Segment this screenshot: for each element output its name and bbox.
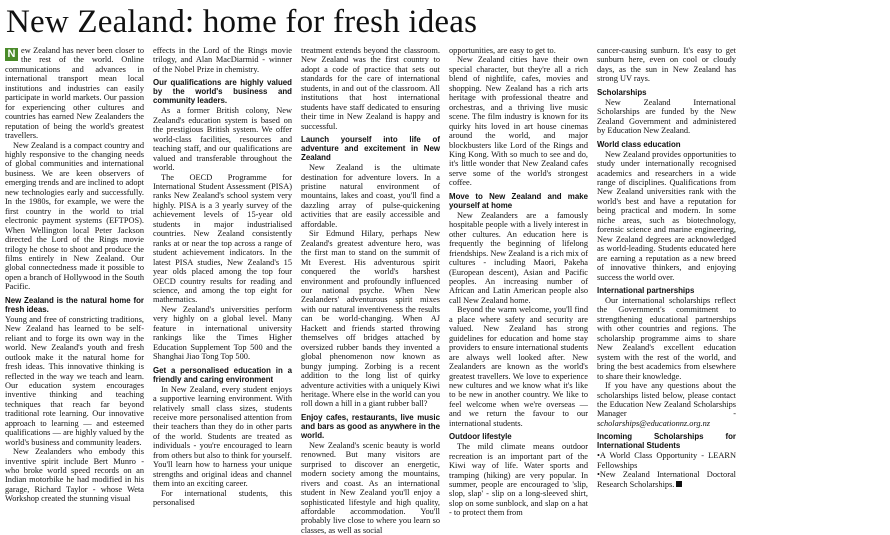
section-heading: Move to New Zealand and make yourself at home — [449, 191, 588, 210]
intro-text: ew Zealand has never been closer to the rest of the world. Online communications and advances in international transport mean local institutions and industries can easily participate in world markets. Our passion for experiencing other cultures and countries has earned New Zealanders the reputation of being the world's greatest travellers. — [5, 46, 144, 141]
paragraph: New Zealand International Scholarships are funded by the New Zealand Government and administered by Education New Zealand. — [597, 97, 736, 136]
drop-cap: N — [5, 48, 18, 61]
contact-paragraph — [597, 381, 736, 428]
paragraph: New Zealand is the ultimate destination for adventure lovers. In a pristine natural environment of mountains, lakes and coast, you'll find a dazzling array of pulse-quickening activities that are easily accessible and affordable. — [301, 163, 440, 229]
intro-paragraph — [5, 46, 144, 141]
paragraph: effects in the Lord of the Rings movie trilogy, and Alan MacDiarmid - winner of the Nobel Prize in chemistry. — [153, 46, 292, 74]
email-link[interactable]: scholarships@educationnz.org.nz — [597, 418, 711, 428]
section-heading: World class education — [597, 139, 681, 149]
scholarship-list-heading: Incoming Scholarships for International Students — [597, 432, 736, 451]
scholarship-item — [597, 470, 736, 489]
paragraph: Young and free of constricting traditions, New Zealand has learned to be self-reliant and to forge its own way in the world. New Zealand's youth and fresh outlook make it the natural home for fresh ideas. This innovative thinking is reflected in the way we teach and learn. Our education system encourages inventive thinking and teaching techniques that reach far beyond traditional rote learning. Our innovative approach to learning — and esteemed qualifications — are highly valued by the world's business and community leaders. — [5, 314, 144, 447]
section-heading: Get a personalised education in a friendly and caring environment — [153, 365, 292, 384]
paragraph: New Zealand's universities perform very highly on a global level. Many feature in international university rankings like the Times Higher Education Supplement Top 500 and the Shanghai Jiao Tong Top 500. — [153, 304, 292, 362]
column-5 — [597, 46, 736, 489]
section-heading: Outdoor lifestyle — [449, 432, 512, 442]
paragraph: New Zealanders are a famously hospitable people with a lively interest in other cultures. An education here is frequently the beginning of lifelong friendships. New Zealand is a rich mix of cultures - including Maori, Pakeha (European descent), Asian and Pacific peoples. An increasing number of African and Latin American people also call New Zealand home. — [449, 210, 588, 305]
paragraph: Sir Edmund Hilary, perhaps New Zealand's greatest adventure hero, was the first man to stand on the summit of Mt Everest. His adventurous spirit conquered the world's harshest environment and profoundly influenced our national psyche. When New Zealanders' adventurous spirit mixes with our natural inventiveness the results can be world-changing. When AJ Hackett and friends started throwing themselves off bridges attached by oversized rubber bands they invented a global phenomenon now known as bungy jumping. Zorbing is a recent addition to the long list of quirky adventure activities with a uniquely Kiwi heritage. Where else in the world can you roll down a hill in a giant rubber ball? — [301, 229, 440, 409]
end-mark-icon — [676, 481, 682, 487]
column-4 — [449, 46, 588, 518]
paragraph: New Zealand cities have their own special character, but they're all a rich blend of nightlife, cafes, movies and shopping. New Zealand has a rich arts heritage with professional theatre and orchestras, and a thriving live music scene. The film industry is known for its quirky hits loved in art house cinemas around the world, and major blockbusters like Lord of the Rings and King Kong. With so much to see and do, it's little wonder that New Zealand cafes serve some of the world's strongest coffee. — [449, 55, 588, 188]
paragraph: opportunities, are easy to get to. — [449, 46, 556, 55]
scholarship-item: •A World Class Opportunity - LEARN Fellowships — [597, 451, 736, 470]
section-heading: International partnerships — [597, 285, 695, 295]
article-columns — [5, 46, 885, 535]
paragraph: As a former British colony, New Zealand's education system is based on the prestigious British system. We offer world-class facilities, resources and teaching staff, and our qualifications are valued and transferable throughout the world. — [153, 106, 292, 173]
section-heading: New Zealand is the natural home for fresh ideas. — [5, 295, 144, 314]
paragraph: The OECD Programme for International Student Assessment (PISA) ranks New Zealand's school system very highly. PISA is a 3 yearly survey of the achievement levels of 15-year old students in major industrialised countries. New Zealand consistently ranks at or near the top across a range of student achievement indicators. In the latest PISA studies, New Zealand's 15 year olds placed among the top four OECD country results for reading and science, and among the top eight for mathematics. — [153, 172, 292, 305]
paragraph: The mild climate means outdoor recreation is an important part of the Kiwi way of life. Water sports and tramping (hiking) are very popular. In summer, people are encouraged to 'slip, slop, slap' - slip on a long-sleeved shirt, slop on some sunblock, and slap on a hat - to protect them from — [449, 442, 588, 518]
paragraph: treatment extends beyond the classroom. New Zealand was the first country to adopt a code of practice that sets out standards for the care of international students, in and out of the classroom. All institutions that host international students have staff dedicated to ensuring their time in New Zealand is happy and successful. — [301, 46, 440, 131]
section-heading: Enjoy cafes, restaurants, live music and bars as good as anywhere in the world. — [301, 412, 440, 440]
column-3 — [301, 46, 440, 535]
paragraph: New Zealand's scenic beauty is world renowned. But many visitors are surprised to discover an energetic, modern society among the mountains, rivers and coast. As an international student in New Zealand you'll enjoy a sophisticated lifestyle and high quality, affordable accommodation. You'll probably live close to where you learn so classes, as well as social — [301, 440, 440, 535]
paragraph: New Zealanders who embody this inventive spirit include Bert Munro - who broke world speed records on an Indian motorbike he had modified in his garage, Richard Taylor - whose Weta Workshop created the stunning visual — [5, 447, 144, 504]
paragraph: Our international scholarships reflect the Government's commitment to strengthening educational partnerships with other countries and regions. The scholarship programme aims to share New Zealand's excellent education system with the rest of the world, and bring the best academics from elsewhere to share their knowledge. — [597, 295, 736, 381]
paragraph: New Zealand provides opportunities to study under internationally recognised academics and researchers in a wide range of disciplines. Qualifications from New Zealand universities rank with the world's best and have a reputation for being practical and modern. In some niche areas, such as biotechnology, forensic science and marine engineering, New Zealand degrees are acknowledged as world-leading. Students educated here are earning a reputation as a new breed of innovative thinkers, and enjoying success the world over. — [597, 149, 736, 282]
paragraph: For international students, this personalised — [153, 488, 292, 508]
section-heading: Launch yourself into life of adventure and excitement in New Zealand — [301, 135, 440, 163]
column-1 — [5, 46, 144, 504]
paragraph: New Zealand is a compact country and highly responsive to the changing needs of global communities and international business. We are keen observers of emerging trends and are inclined to adopt new technologies early and successfully. In the 1980s, for example, we were the first country in the world to trial electronic payment systems (EFTPOS). When Wellington local Peter Jackson directed the Lord of the Rings movie trilogy he chose to shoot and produce the films entirely in New Zealand. Our global connectedness made it possible to open a branch of Hollywood in the South Pacific. — [5, 140, 144, 292]
section-heading: Our qualifications are highly valued by the world's business and community leaders. — [153, 78, 292, 106]
page-title: New Zealand: home for fresh ideas — [6, 4, 478, 40]
scholarship-item-text: •New Zealand International Doctoral Research Scholarships. — [597, 470, 736, 489]
paragraph: cancer-causing sunburn. It's easy to get sunburn here, even on cool or cloudy days, as the sun in New Zealand has strong UV rays. — [597, 46, 736, 84]
column-2 — [153, 46, 292, 508]
contact-text: If you have any questions about the scholarships listed below, please contact the Education New Zealand Scholarships Manager - — [597, 381, 736, 419]
paragraph: Beyond the warm welcome, you'll find a place where safety and security are valued. New Zealand has strong guidelines for education and home stay providers to ensure international students are always well looked after. New Zealanders are known as the world's greatest travellers. We love to experience new cultures and we know what it's like to be new in another country. We like to feel welcome when we're overseas — and we return the favour to our international students. — [449, 305, 588, 428]
section-heading: Scholarships — [597, 87, 647, 97]
paragraph: In New Zealand, every student enjoys a supportive learning environment. With relatively small class sizes, students receive more personalised attention from their teachers than they do in other parts of the world. Students are treated as individuals - you're encouraged to learn from others but also to think for yourself. You'll learn how to harness your unique strengths and original ideas and channel them into an exciting career. — [153, 384, 292, 489]
